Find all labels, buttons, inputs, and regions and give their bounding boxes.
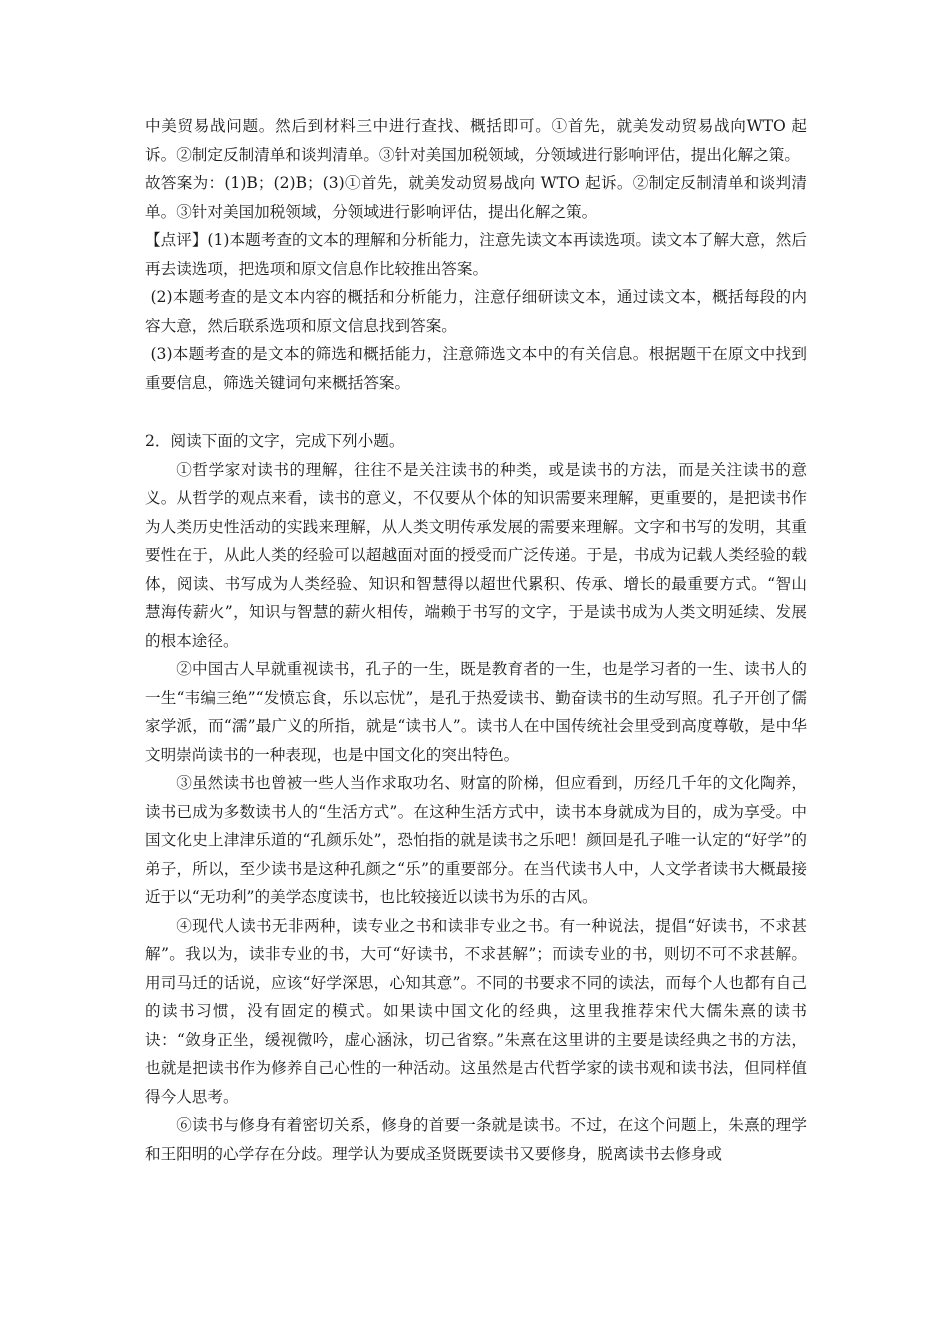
comment-paragraph-3: (3)本题考查的是文本的筛选和概括能力，注意筛选文本中的有关信息。根据题干在原文中找到重要信息，筛选关键词句来概括答案。 [145,345,807,392]
passage-paragraph-2: ②中国古人早就重视读书，孔子的一生，既是教育者的一生，也是学习者的一生、读书人的一生“韦编三绝”“发愤忘食，乐以忘忧”，是孔于热爱读书、勤奋读书的生动写照。孔子开创了儒家学派，而“濡”最广义的所指，就是“读书人”。读书人在中国传统社会里受到高度尊敬，是中华文明崇尚读书的一种表现，也是中国文化的突出特色。 [145,660,807,764]
answer-analysis-paragraph: 中美贸易战问题。然后到材料三中进行查找、概括即可。①首先，就美发动贸易战向WTO 起诉。②制定反制清单和谈判清单。③针对美国加税领域，分领域进行影响评估，提出化解之策。 [145,117,807,164]
question-heading: 2．阅读下面的文字，完成下列小题。 [145,432,405,450]
passage-paragraph-4: ④现代人读书无非两种，读专业之书和读非专业之书。有一种说法，提倡“好读书，不求甚解”。我以为，读非专业的书，大可“好读书，不求甚解”；而读专业的书，则切不可不求甚解。用司马迁的话说，应该“好学深思，心知其意”。不同的书要求不同的读法，而每个人也都有自己的读书习惯，没有固定的模式。如果读中国文化的经典，这里我推荐宋代大儒朱熹的读书诀：“敛身正坐，缓视微吟，虚心涵泳，切己省察。”朱熹在这里讲的主要是读经典之书的方法，也就是把读书作为修养自己心性的一种活动。这虽然是古代哲学家的读书观和读书法，但同样值得今人思考。 [145,916,807,1106]
passage-paragraph-6: ⑥读书与修身有着密切关系，修身的首要一条就是读书。不过，在这个问题上，朱熹的理学和王阳明的心学存在分歧。理学认为要成圣贤既要读书又要修身，脱离读书去修身或 [145,1116,807,1163]
section-spacer [145,397,807,427]
passage-paragraph-3: ③虽然读书也曾被一些人当作求取功名、财富的阶梯，但应看到，历经几千年的文化陶养，读书已成为多数读书人的“生活方式”。在这种生活方式中，读书本身就成为目的，成为享受。中国文化史上津津乐道的“孔颜乐处”，恐怕指的就是读书之乐吧！颜回是孔子唯一认定的“好学”的弟子，所以，至少读书是这种孔颜之“乐”的重要部分。在当代读书人中，人文学者读书大概最接近于以“无功利”的美学态度读书，也比较接近以读书为乐的古风。 [145,774,807,906]
passage-paragraph-1: ①哲学家对读书的理解，往往不是关注读书的种类，或是读书的方法，而是关注读书的意义。从哲学的观点来看，读书的意义，不仅要从个体的知识需要来理解，更重要的，是把读书作为人类历史性活动的实践来理解，从人类文明传承发展的需要来理解。文字和书写的发明，其重要性在于，从此人类的经验可以超越面对面的授受而广泛传递。于是，书成为记载人类经验的载体，阅读、书写成为人类经验、知识和智慧得以超世代累积、传承、增长的最重要方式。“智山慧海传薪火”，知识与智慧的薪火相传，端赖于书写的文字，于是读书成为人类文明延续、发展的根本途径。 [145,460,807,650]
comment-paragraph-2: (2)本题考查的是文本内容的概括和分析能力，注意仔细研读文本，通过读文本，概括每段的内容大意，然后联系选项和原文信息找到答案。 [145,288,807,335]
answer-summary-paragraph: 故答案为：(1)B；(2)B；(3)①首先，就美发动贸易战向 WTO 起诉。②制定反制清单和谈判清单。③针对美国加税领域，分领域进行影响评估，提出化解之策。 [145,174,807,221]
comment-paragraph-1: 【点评】(1)本题考查的文本的理解和分析能力，注意先读文本再读选项。读文本了解大意，然后再去读选项，把选项和原文信息作比较推出答案。 [145,231,807,278]
